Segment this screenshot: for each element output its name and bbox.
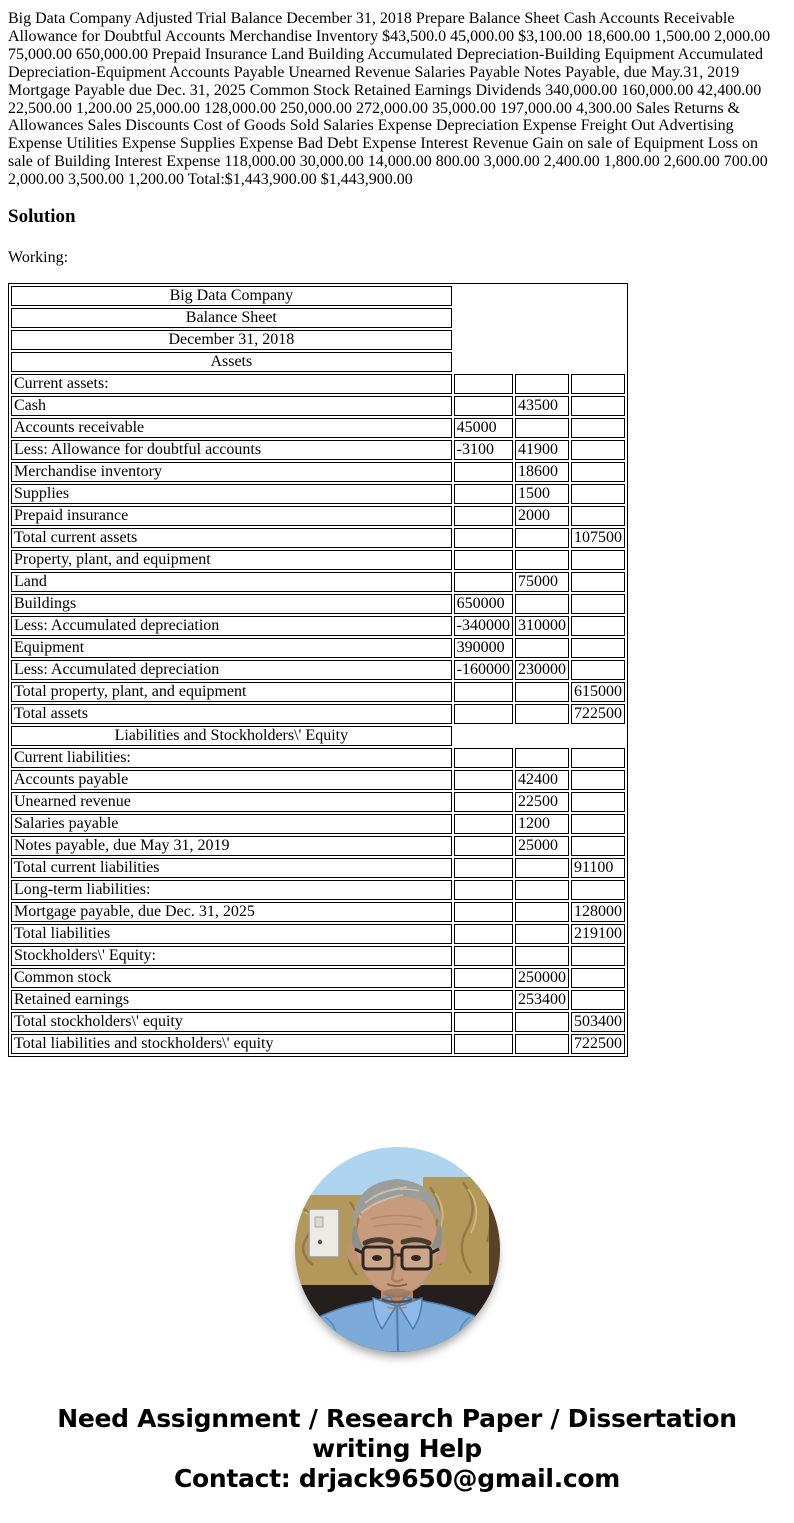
- switch-dot: [317, 1240, 321, 1244]
- row-label-cell: Less: Allowance for doubtful accounts: [11, 440, 452, 460]
- amount-cell-col2: [515, 374, 569, 394]
- balance-sheet-row: [11, 594, 625, 614]
- balance-sheet-row: [11, 814, 625, 834]
- balance-sheet-row: [11, 924, 625, 944]
- amount-cell-col2: [515, 748, 569, 768]
- row-label-cell: Prepaid insurance: [11, 506, 452, 526]
- shirt-placket: [397, 1307, 398, 1352]
- amount-cell-col3: [571, 418, 625, 438]
- amount-cell-col1: [454, 374, 513, 394]
- row-label-cell: Notes payable, due May 31, 2019: [11, 836, 452, 856]
- row-label-cell: Total current assets: [11, 528, 452, 548]
- balance-sheet-row: [11, 616, 625, 636]
- balance-sheet-row: [11, 660, 625, 680]
- amount-cell-col3: [571, 396, 625, 416]
- footer-banner: [8, 1404, 786, 1494]
- balance-sheet-row: [11, 902, 625, 922]
- amount-cell-col2: [515, 946, 569, 966]
- amount-cell-col2: [515, 682, 569, 702]
- amount-cell-col2: [515, 638, 569, 658]
- wall-edge-right: [489, 1177, 500, 1297]
- amount-cell-col2: 25000: [515, 836, 569, 856]
- row-label-cell: Salaries payable: [11, 814, 452, 834]
- amount-cell-col3: [571, 594, 625, 614]
- amount-cell-col1: 45000: [454, 418, 513, 438]
- balance-sheet-title-cell: Balance Sheet: [11, 308, 452, 328]
- footer-contact: Contact: drjack9650@gmail.com: [173, 1464, 621, 1494]
- balance-sheet-title-row: [11, 286, 625, 306]
- amount-cell-col1: [454, 1034, 513, 1054]
- amount-cell-col3: 615000: [571, 682, 625, 702]
- amount-cell-col2: [515, 1012, 569, 1032]
- balance-sheet-body: [11, 286, 625, 1054]
- amount-cell-col2: 230000: [515, 660, 569, 680]
- amount-cell-col1: [454, 550, 513, 570]
- row-label-cell: Total stockholders\' equity: [11, 1012, 452, 1032]
- mustache-shadow: [383, 1289, 411, 1298]
- row-label-cell: Buildings: [11, 594, 452, 614]
- amount-cell-col3: [571, 616, 625, 636]
- row-label-cell: Property, plant, and equipment: [11, 550, 452, 570]
- balance-sheet-title-row: [11, 352, 625, 372]
- amount-cell-col1: [454, 880, 513, 900]
- amount-cell-col1: [454, 396, 513, 416]
- amount-cell-col2: 253400: [515, 990, 569, 1010]
- switch-panel: [309, 1209, 339, 1257]
- footer-heading-line1: Need Assignment / Research Paper / Dissertation: [57, 1404, 737, 1434]
- balance-sheet-row: [11, 990, 625, 1010]
- balance-sheet-title-cell: Assets: [11, 352, 452, 372]
- amount-cell-col1: [454, 506, 513, 526]
- amount-cell-col3: 91100: [571, 858, 625, 878]
- amount-cell-col2: 1200: [515, 814, 569, 834]
- amount-cell-col3: [571, 374, 625, 394]
- amount-cell-col3: 503400: [571, 1012, 625, 1032]
- balance-sheet-title-row: [11, 726, 625, 746]
- amount-cell-col1: [454, 770, 513, 790]
- amount-cell-col3: [571, 792, 625, 812]
- balance-sheet-row: [11, 836, 625, 856]
- balance-sheet-title-cell: December 31, 2018: [11, 330, 452, 350]
- row-label-cell: Accounts payable: [11, 770, 452, 790]
- footer-heading-line2: writing Help: [312, 1434, 482, 1464]
- amount-cell-col1: -160000: [454, 660, 513, 680]
- amount-cell-col2: 1500: [515, 484, 569, 504]
- amount-cell-col2: 250000: [515, 968, 569, 988]
- balance-sheet-title-row: [11, 330, 625, 350]
- row-label-cell: Land: [11, 572, 452, 592]
- amount-cell-col1: [454, 924, 513, 944]
- amount-cell-col1: [454, 902, 513, 922]
- amount-cell-col1: [454, 990, 513, 1010]
- row-label-cell: Total liabilities and stockholders\' equity: [11, 1034, 452, 1054]
- amount-cell-col1: [454, 792, 513, 812]
- question-text: Big Data Company Adjusted Trial Balance December 31, 2018 Prepare Balance Sheet Cash Accounts Receivable Allowance for Doubtful Accounts Merchandise Inventory $43,500.0 45,000.00 $3,100.00 18,600.00 1,500.00 2,000.00 75,000.00 650,000.00 Prepaid Insurance Land Building Accumulated Depreciation-Building Equipment Accumulated Depreciation-Equipment Accounts Payable Unearned Revenue Salaries Payable Notes Payable, due May.31, 2019 Mortgage Payable due Dec. 31, 2025 Common Stock Retained Earnings Dividends 340,000.00 160,000.00 42,400.00 22,500.00 1,200.00 25,000.00 128,000.00 250,000.00 272,000.00 35,000.00 197,000.00 4,300.00 Sales Returns & Allowances Sales Discounts Cost of Goods Sold Salaries Expense Depreciation Expense Freight Out Advertising Expense Utilities Expense Supplies Expense Bad Debt Expense Interest Revenue Gain on sale of Equipment Loss on sale of Building Interest Expense 118,000.00 30,000.00 14,000.00 800.00 3,000.00 2,400.00 1,800.00 2,600.00 700.00 2,000.00 3,500.00 1,200.00 Total:$1,443,900.00 $1,443,900.00: [8, 10, 771, 189]
- amount-cell-col2: 43500: [515, 396, 569, 416]
- row-label-cell: Merchandise inventory: [11, 462, 452, 482]
- amount-cell-col1: [454, 462, 513, 482]
- row-label-cell: Long-term liabilities:: [11, 880, 452, 900]
- amount-cell-col2: [515, 418, 569, 438]
- amount-cell-col3: [571, 638, 625, 658]
- eye-left: [372, 1255, 382, 1261]
- amount-cell-col3: [571, 506, 625, 526]
- amount-cell-col3: [571, 836, 625, 856]
- amount-cell-col1: [454, 748, 513, 768]
- amount-cell-col2: [515, 880, 569, 900]
- amount-cell-col1: 390000: [454, 638, 513, 658]
- amount-cell-col1: [454, 858, 513, 878]
- row-label-cell: Current liabilities:: [11, 748, 452, 768]
- amount-cell-col2: [515, 902, 569, 922]
- balance-sheet-row: [11, 880, 625, 900]
- amount-cell-col1: [454, 968, 513, 988]
- row-label-cell: Accounts receivable: [11, 418, 452, 438]
- balance-sheet-row: [11, 528, 625, 548]
- balance-sheet-row: [11, 462, 625, 482]
- balance-sheet-row: [11, 506, 625, 526]
- balance-sheet-title-cell: Big Data Company: [11, 286, 452, 306]
- amount-cell-col1: [454, 1012, 513, 1032]
- working-label: Working:: [8, 249, 69, 267]
- row-label-cell: Supplies: [11, 484, 452, 504]
- amount-cell-col3: [571, 440, 625, 460]
- balance-sheet-row: [11, 550, 625, 570]
- row-label-cell: Equipment: [11, 638, 452, 658]
- amount-cell-col1: [454, 682, 513, 702]
- row-label-cell: Less: Accumulated depreciation: [11, 660, 452, 680]
- balance-sheet-row: [11, 484, 625, 504]
- amount-cell-col2: 75000: [515, 572, 569, 592]
- balance-sheet-title-cell: Liabilities and Stockholders\' Equity: [11, 726, 452, 746]
- portrait-photo: [295, 1147, 500, 1352]
- amount-cell-col3: 107500: [571, 528, 625, 548]
- amount-cell-col3: [571, 660, 625, 680]
- amount-cell-col2: 42400: [515, 770, 569, 790]
- amount-cell-col3: [571, 572, 625, 592]
- amount-cell-col2: [515, 1034, 569, 1054]
- amount-cell-col3: [571, 748, 625, 768]
- row-label-cell: Total liabilities: [11, 924, 452, 944]
- amount-cell-col3: [571, 462, 625, 482]
- amount-cell-col3: [571, 946, 625, 966]
- amount-cell-col2: 310000: [515, 616, 569, 636]
- amount-cell-col2: [515, 594, 569, 614]
- amount-cell-col3: 219100: [571, 924, 625, 944]
- balance-sheet-row: [11, 374, 625, 394]
- row-label-cell: Common stock: [11, 968, 452, 988]
- balance-sheet-row: [11, 1034, 625, 1054]
- row-label-cell: Total property, plant, and equipment: [11, 682, 452, 702]
- amount-cell-col2: [515, 924, 569, 944]
- balance-sheet-row: [11, 572, 625, 592]
- amount-cell-col2: 18600: [515, 462, 569, 482]
- amount-cell-col2: [515, 704, 569, 724]
- amount-cell-col1: -3100: [454, 440, 513, 460]
- amount-cell-col1: [454, 836, 513, 856]
- amount-cell-col3: [571, 990, 625, 1010]
- amount-cell-col3: [571, 550, 625, 570]
- balance-sheet-row: [11, 1012, 625, 1032]
- balance-sheet-title-row: [11, 308, 625, 328]
- amount-cell-col1: [454, 572, 513, 592]
- row-label-cell: Less: Accumulated depreciation: [11, 616, 452, 636]
- balance-sheet-row: [11, 792, 625, 812]
- row-label-cell: Total current liabilities: [11, 858, 452, 878]
- amount-cell-col2: 2000: [515, 506, 569, 526]
- amount-cell-col3: [571, 968, 625, 988]
- portrait-illustration: [295, 1147, 500, 1352]
- amount-cell-col2: 22500: [515, 792, 569, 812]
- eye-right: [411, 1255, 421, 1261]
- amount-cell-col3: [571, 770, 625, 790]
- row-label-cell: Total assets: [11, 704, 452, 724]
- balance-sheet-row: [11, 858, 625, 878]
- amount-cell-col2: [515, 550, 569, 570]
- balance-sheet-row: [11, 748, 625, 768]
- balance-sheet-row: [11, 638, 625, 658]
- row-label-cell: Unearned revenue: [11, 792, 452, 812]
- row-label-cell: Stockholders\' Equity:: [11, 946, 452, 966]
- amount-cell-col3: [571, 484, 625, 504]
- switch-panel-detail: [315, 1217, 323, 1227]
- amount-cell-col1: [454, 946, 513, 966]
- balance-sheet-row: [11, 770, 625, 790]
- balance-sheet-row: [11, 946, 625, 966]
- row-label-cell: Cash: [11, 396, 452, 416]
- amount-cell-col3: [571, 814, 625, 834]
- row-label-cell: Current assets:: [11, 374, 452, 394]
- amount-cell-col3: 128000: [571, 902, 625, 922]
- amount-cell-col1: [454, 814, 513, 834]
- amount-cell-col2: [515, 528, 569, 548]
- amount-cell-col2: 41900: [515, 440, 569, 460]
- balance-sheet-row: [11, 418, 625, 438]
- amount-cell-col1: [454, 484, 513, 504]
- row-label-cell: Mortgage payable, due Dec. 31, 2025: [11, 902, 452, 922]
- balance-sheet-row: [11, 968, 625, 988]
- amount-cell-col1: [454, 528, 513, 548]
- amount-cell-col3: 722500: [571, 704, 625, 724]
- balance-sheet-row: [11, 704, 625, 724]
- row-label-cell: Retained earnings: [11, 990, 452, 1010]
- balance-sheet-table: [8, 283, 628, 1057]
- balance-sheet-row: [11, 440, 625, 460]
- amount-cell-col1: [454, 704, 513, 724]
- amount-cell-col1: 650000: [454, 594, 513, 614]
- amount-cell-col3: 722500: [571, 1034, 625, 1054]
- amount-cell-col3: [571, 880, 625, 900]
- amount-cell-col2: [515, 858, 569, 878]
- balance-sheet-row: [11, 396, 625, 416]
- balance-sheet-row: [11, 682, 625, 702]
- amount-cell-col1: -340000: [454, 616, 513, 636]
- solution-heading: Solution: [8, 206, 76, 228]
